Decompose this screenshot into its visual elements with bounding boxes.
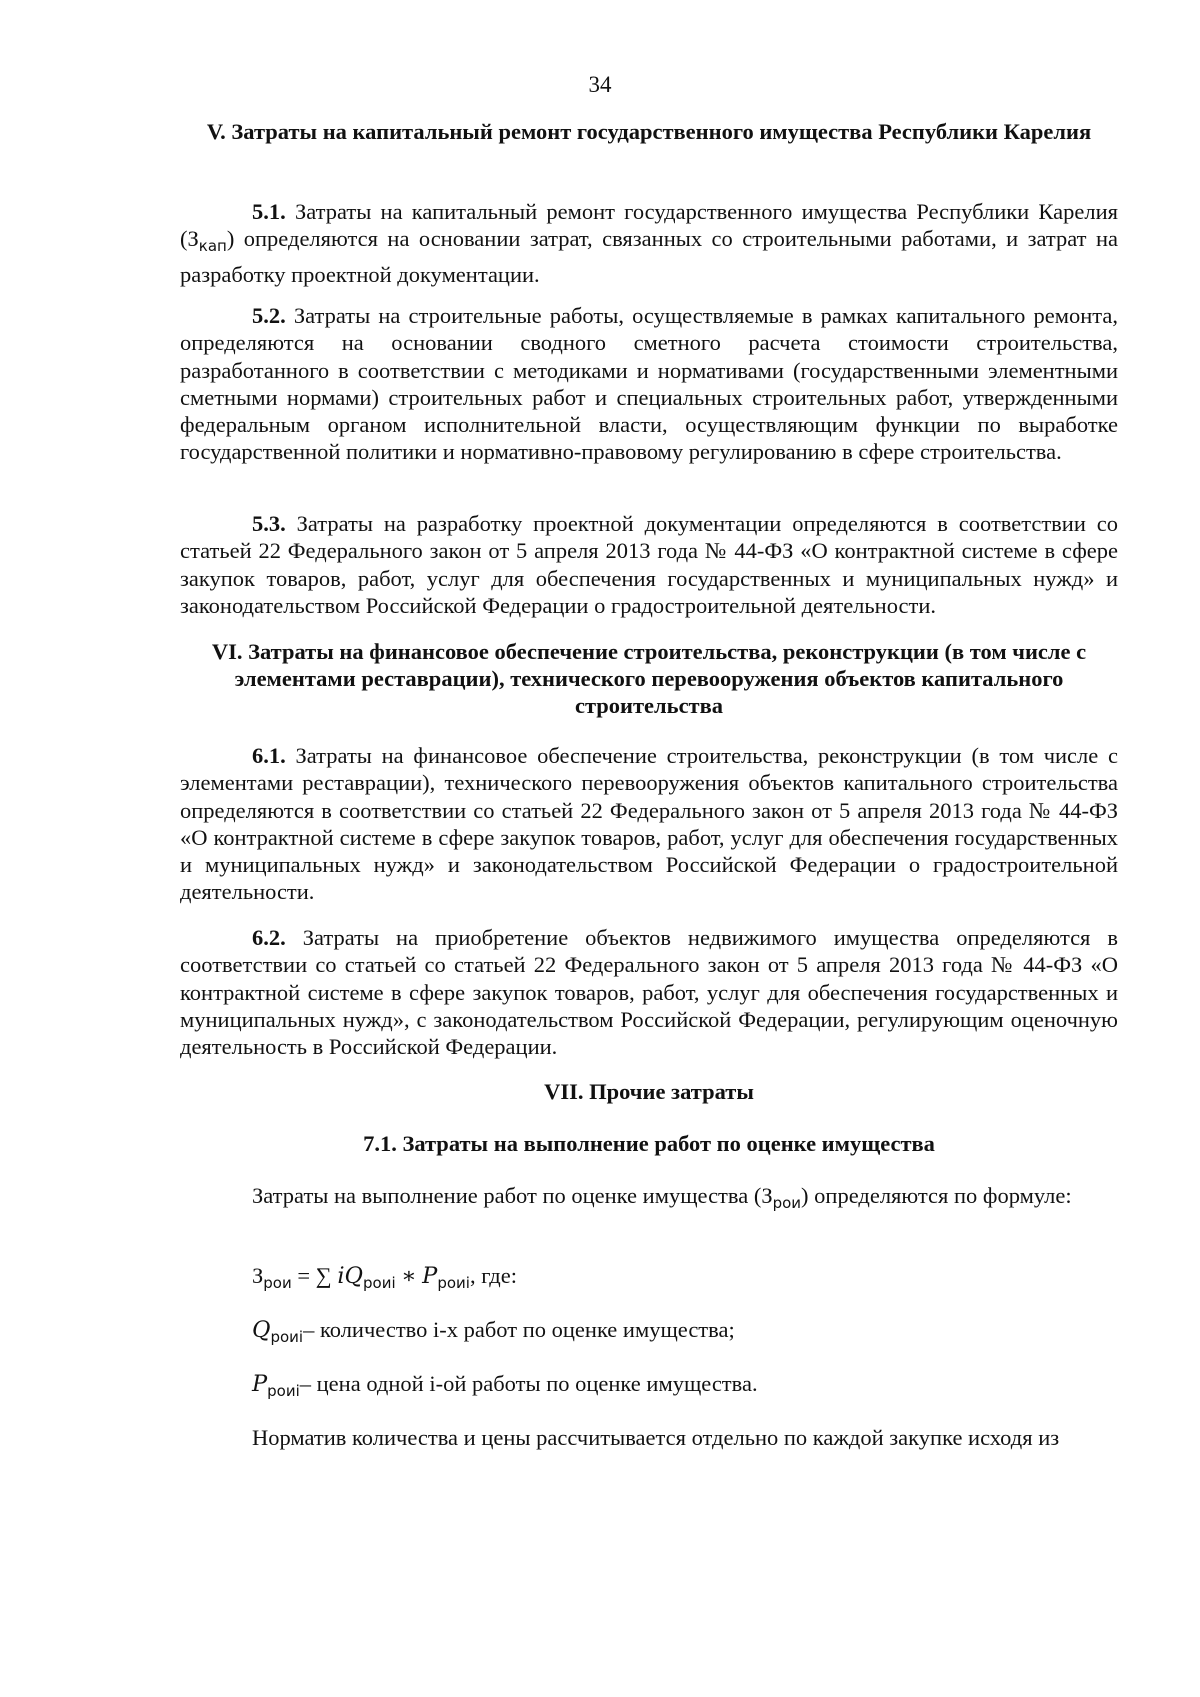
section-7-title: VII. Прочие затраты — [544, 1079, 754, 1104]
paragraph-number: 5.1. — [252, 199, 286, 224]
subscript: роиi — [267, 1382, 300, 1400]
subscript: кап — [198, 237, 227, 256]
paragraph-5-3 — [180, 510, 1118, 619]
definition-text: – цена одной i-ой работы по оценке имущества. — [299, 1371, 758, 1396]
formula-operator: = ∑ — [291, 1263, 338, 1288]
definition-p — [252, 1370, 758, 1405]
paragraph-text: Затраты на разработку проектной документации определяются в соответствии со статьей 22 Федерального закон от 5 апреля 2013 года № 44-ФЗ «О контрактной системе в сфере закупок товаров, работ, услуг для обеспечения государственных и муниципальных нужд» и законодательством Российской Федерации о градостроительной деятельности. — [180, 511, 1118, 618]
page-number: 34 — [588, 72, 612, 97]
formula-index: i — [337, 1263, 345, 1289]
section-6-title: VI. Затраты на финансовое обеспечение строительства, реконструкции (в том числе с элементами реставрации), технического перевооружения объектов капитального строительства — [211, 639, 1087, 718]
last-line: Норматив количества и цены рассчитывается отдельно по каждой закупке исходя из — [252, 1425, 1060, 1450]
paragraph-number: 6.2. — [252, 925, 286, 950]
formula-text: , где: — [469, 1263, 517, 1288]
subscript: роиi — [437, 1274, 470, 1292]
subscript: роиi — [270, 1328, 304, 1346]
subscript: рои — [263, 1274, 292, 1292]
paragraph-5-2 — [180, 302, 1118, 466]
formula-symbol: Q — [252, 1317, 271, 1343]
paragraph-6-1 — [180, 742, 1118, 906]
paragraph-text: ) определяются по формуле: — [801, 1183, 1072, 1208]
paragraph-number: 5.3. — [252, 511, 286, 536]
paragraph-number: 5.2. — [252, 303, 286, 328]
paragraph-text: Затраты на выполнение работ по оценке имущества (З — [252, 1183, 773, 1208]
definition-q — [252, 1316, 735, 1351]
paragraph-number: 6.1. — [252, 743, 286, 768]
paragraph-text: Затраты на капитальный ремонт государственного имущества Республики Карелия (З — [180, 199, 1118, 252]
paragraph-6-2 — [180, 924, 1118, 1060]
formula-symbol: P — [422, 1263, 438, 1289]
section-5-title: V. Затраты на капитальный ремонт государственного имущества Республики Карелия — [206, 119, 1092, 144]
formula-operator: ∗ — [395, 1263, 423, 1288]
formula-symbol: Q — [344, 1263, 363, 1289]
formula-symbol: P — [252, 1371, 268, 1397]
formula — [252, 1262, 517, 1297]
paragraph-5-1 — [180, 198, 1118, 288]
formula-intro — [180, 1182, 1118, 1217]
paragraph-text: Затраты на приобретение объектов недвижимого имущества определяются в соответствии со статьей со статьей 22 Федерального закон от 5 апреля 2013 года № 44-ФЗ «О контрактной системе в сфере закупок товаров, работ, услуг для обеспечения государственных и муниципальных нужд», с законодательством Российской Федерации, регулирующим оценочную деятельность в Российской Федерации. — [180, 925, 1118, 1060]
subscript: рои — [772, 1194, 802, 1212]
paragraph-text: Затраты на финансовое обеспечение строительства, реконструкции (в том числе с элементами реставрации), технического перевооружения объектов капитального строительства определяются в соответствии со статьей 22 Федерального закон от 5 апреля 2013 года № 44-ФЗ «О контрактной системе в сфере закупок товаров, работ, услуг для обеспечения государственных и муниципальных нужд» и законодательством Российской Федерации о градостроительной деятельности. — [180, 743, 1118, 905]
definition-text: – количество i-х работ по оценке имущества; — [303, 1317, 735, 1342]
paragraph-text: ) определяются на основании затрат, связанных со строительными работами, и затрат на разработку проектной документации. — [180, 226, 1118, 287]
paragraph-text: Затраты на строительные работы, осуществляемые в рамках капитального ремонта, определяются на основании сводного сметного расчета стоимости строительства, разработанного в соответствии с методиками и нормативами (государственными элементными сметными нормами) строительных работ и специальных строительных работ, утвержденными федеральным органом исполнительной власти, осуществляющим функции по выработке государственной политики и нормативно-правовому регулированию в сфере строительства. — [180, 303, 1118, 465]
formula-symbol: З — [252, 1263, 264, 1288]
subsection-7-1-title: 7.1. Затраты на выполнение работ по оценке имущества — [363, 1131, 935, 1156]
subscript: роиi — [363, 1274, 396, 1292]
